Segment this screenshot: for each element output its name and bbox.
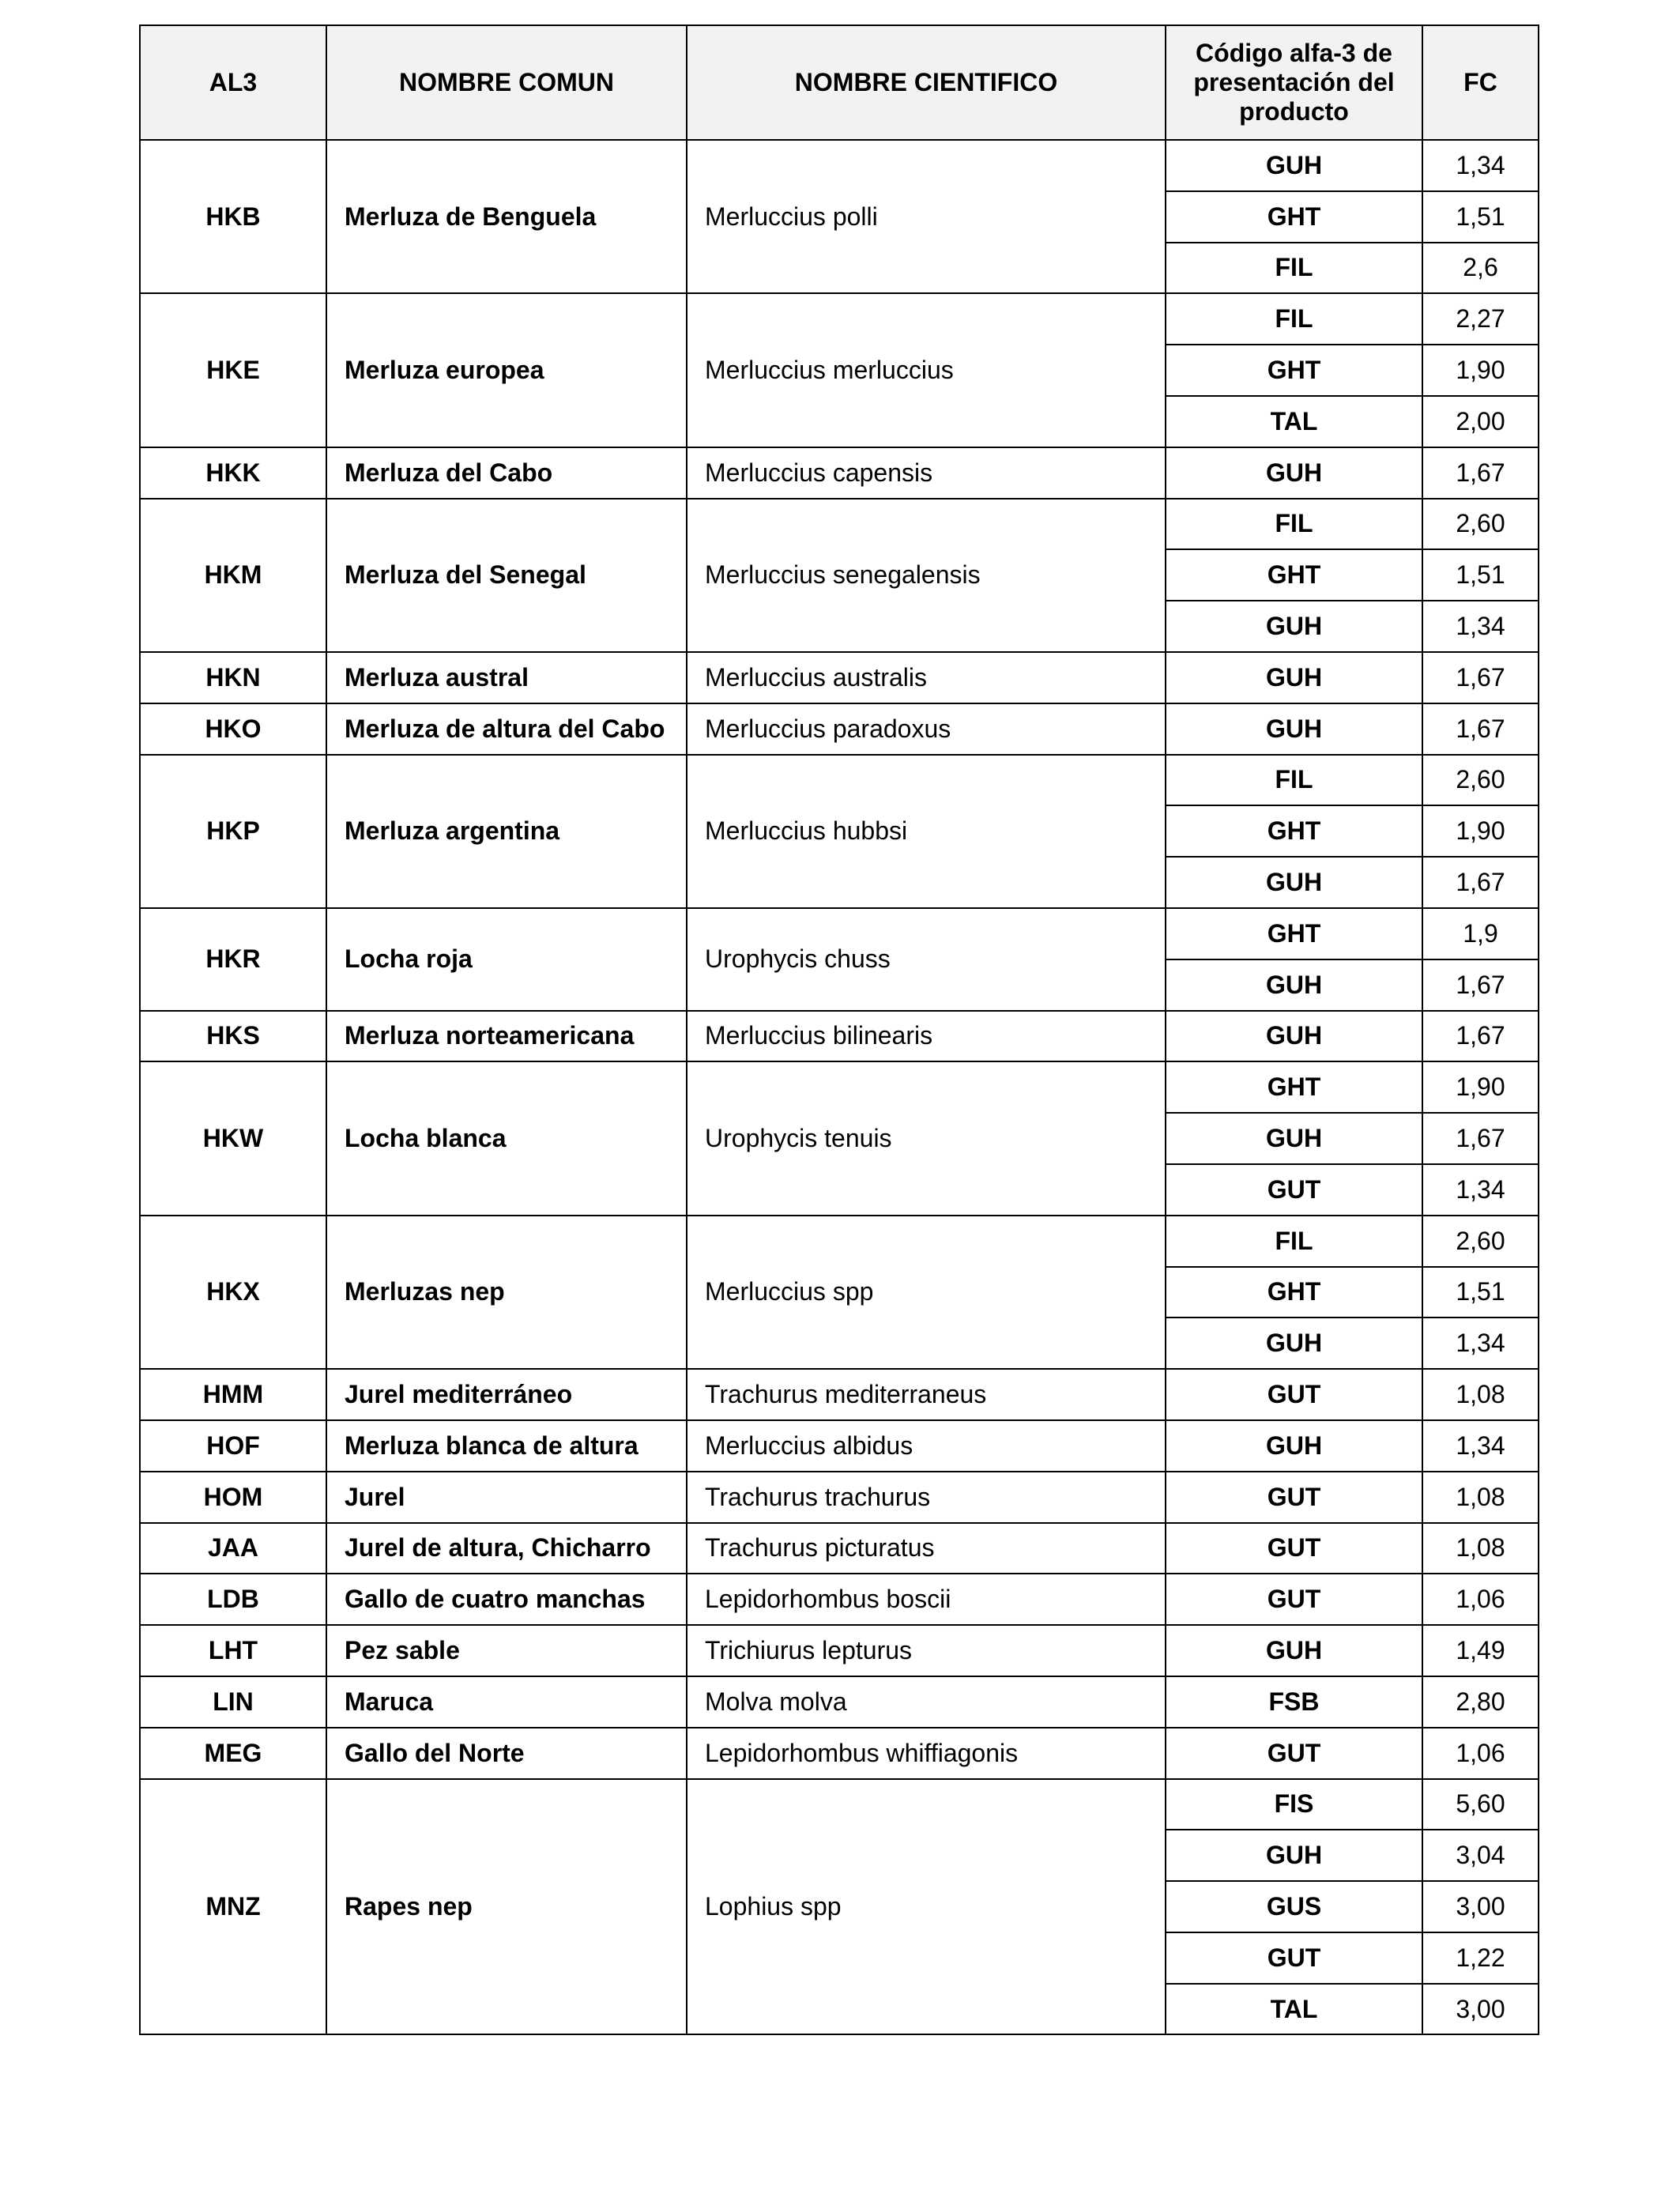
common-name-cell: Locha blanca [326,1061,687,1215]
scientific-name-cell: Lophius spp [687,1779,1166,2035]
fc-cell: 1,34 [1422,1318,1539,1369]
common-name-cell: Pez sable [326,1625,687,1676]
common-name-cell: Merluza blanca de altura [326,1420,687,1472]
presentation-code-cell: FIL [1166,499,1422,550]
presentation-code-cell: FIS [1166,1779,1422,1830]
table-row [140,908,1539,959]
fc-cell: 2,60 [1422,1216,1539,1267]
common-name-cell: Jurel [326,1472,687,1523]
scientific-name-cell: Trachurus mediterraneus [687,1369,1166,1420]
presentation-code-cell: GUT [1166,1574,1422,1625]
common-name-cell: Merluza norteamericana [326,1011,687,1062]
common-name-cell: Merluza de altura del Cabo [326,703,687,755]
al3-cell: MNZ [140,1779,326,2035]
table-row [140,1574,1539,1625]
table-row [140,1061,1539,1113]
presentation-code-cell: GHT [1166,549,1422,601]
table-row [140,1420,1539,1472]
presentation-code-cell: GHT [1166,1061,1422,1113]
scientific-name-cell: Merluccius polli [687,140,1166,293]
table-row [140,1676,1539,1728]
scientific-name-cell: Merluccius bilinearis [687,1011,1166,1062]
al3-cell: LHT [140,1625,326,1676]
presentation-code-cell: GHT [1166,191,1422,243]
fc-cell: 1,90 [1422,1061,1539,1113]
table-row [140,1625,1539,1676]
presentation-code-cell: GUH [1166,1011,1422,1062]
presentation-code-cell: FIL [1166,755,1422,806]
fc-cell: 1,9 [1422,908,1539,959]
fc-cell: 2,80 [1422,1676,1539,1728]
al3-cell: HKS [140,1011,326,1062]
fc-cell: 2,6 [1422,243,1539,294]
presentation-code-cell: TAL [1166,396,1422,447]
presentation-code-cell: GUH [1166,703,1422,755]
presentation-code-cell: GUH [1166,1113,1422,1164]
table-row [140,447,1539,499]
table-row [140,1472,1539,1523]
table-header [140,25,1539,140]
header-scientific-name: NOMBRE CIENTIFICO [687,25,1166,140]
presentation-code-cell: GUH [1166,959,1422,1011]
table-row [140,1216,1539,1267]
scientific-name-cell: Merluccius paradoxus [687,703,1166,755]
common-name-cell: Merluzas nep [326,1216,687,1369]
table-row [140,1369,1539,1420]
scientific-name-cell: Trachurus trachurus [687,1472,1166,1523]
scientific-name-cell: Merluccius hubbsi [687,755,1166,908]
common-name-cell: Jurel mediterráneo [326,1369,687,1420]
al3-cell: HKR [140,908,326,1011]
fc-cell: 1,90 [1422,805,1539,857]
presentation-code-cell: GUS [1166,1881,1422,1932]
fc-cell: 1,51 [1422,549,1539,601]
presentation-code-cell: FIL [1166,243,1422,294]
presentation-code-cell: FIL [1166,293,1422,345]
scientific-name-cell: Urophycis chuss [687,908,1166,1011]
table-row [140,1011,1539,1062]
presentation-code-cell: GUH [1166,652,1422,703]
common-name-cell: Merluza del Senegal [326,499,687,652]
presentation-code-cell: GUT [1166,1472,1422,1523]
presentation-code-cell: GUT [1166,1932,1422,1984]
al3-cell: HKP [140,755,326,908]
al3-cell: HKN [140,652,326,703]
scientific-name-cell: Lepidorhombus whiffiagonis [687,1728,1166,1779]
fc-cell: 1,06 [1422,1574,1539,1625]
fc-cell: 1,34 [1422,1164,1539,1216]
header-row [140,25,1539,140]
fc-cell: 1,49 [1422,1625,1539,1676]
al3-cell: LIN [140,1676,326,1728]
presentation-code-cell: GUT [1166,1728,1422,1779]
fc-cell: 1,06 [1422,1728,1539,1779]
scientific-name-cell: Merluccius albidus [687,1420,1166,1472]
al3-cell: MEG [140,1728,326,1779]
al3-cell: HKE [140,293,326,447]
presentation-code-cell: GUT [1166,1369,1422,1420]
presentation-code-cell: FIL [1166,1216,1422,1267]
fc-cell: 2,00 [1422,396,1539,447]
fc-cell: 1,67 [1422,652,1539,703]
al3-cell: LDB [140,1574,326,1625]
common-name-cell: Maruca [326,1676,687,1728]
fc-cell: 1,34 [1422,601,1539,652]
scientific-name-cell: Urophycis tenuis [687,1061,1166,1215]
common-name-cell: Merluza de Benguela [326,140,687,293]
fc-cell: 1,22 [1422,1932,1539,1984]
fc-cell: 2,60 [1422,755,1539,806]
fc-cell: 1,51 [1422,1267,1539,1318]
fc-cell: 1,67 [1422,959,1539,1011]
scientific-name-cell: Merluccius merluccius [687,293,1166,447]
fc-cell: 1,51 [1422,191,1539,243]
fc-cell: 1,90 [1422,345,1539,396]
al3-cell: JAA [140,1523,326,1574]
presentation-code-cell: GUH [1166,1625,1422,1676]
fc-cell: 1,67 [1422,1113,1539,1164]
table-row [140,1523,1539,1574]
presentation-code-cell: GUH [1166,447,1422,499]
table-body [140,140,1539,2034]
table-row [140,140,1539,191]
fc-cell: 1,34 [1422,140,1539,191]
al3-cell: HKX [140,1216,326,1369]
common-name-cell: Merluza austral [326,652,687,703]
presentation-code-cell: GUT [1166,1164,1422,1216]
presentation-code-cell: GUH [1166,1420,1422,1472]
common-name-cell: Jurel de altura, Chicharro [326,1523,687,1574]
header-al3: AL3 [140,25,326,140]
table-row [140,499,1539,550]
common-name-cell: Rapes nep [326,1779,687,2035]
al3-cell: HKO [140,703,326,755]
table-row [140,652,1539,703]
al3-cell: HKK [140,447,326,499]
fc-cell: 1,08 [1422,1369,1539,1420]
fc-cell: 1,34 [1422,1420,1539,1472]
al3-cell: HKB [140,140,326,293]
header-presentation-code: Código alfa-3 de presentación del producto [1166,25,1422,140]
fc-cell: 1,67 [1422,1011,1539,1062]
scientific-name-cell: Merluccius spp [687,1216,1166,1369]
common-name-cell: Merluza europea [326,293,687,447]
table-row [140,703,1539,755]
fc-cell: 3,00 [1422,1984,1539,2035]
al3-cell: HKM [140,499,326,652]
table-row [140,755,1539,806]
presentation-code-cell: GHT [1166,908,1422,959]
fc-cell: 1,67 [1422,447,1539,499]
fc-cell: 1,67 [1422,857,1539,908]
presentation-code-cell: GUH [1166,857,1422,908]
table-row [140,1779,1539,1830]
scientific-name-cell: Molva molva [687,1676,1166,1728]
fc-cell: 2,27 [1422,293,1539,345]
scientific-name-cell: Trichiurus lepturus [687,1625,1166,1676]
table-row [140,293,1539,345]
presentation-code-cell: GHT [1166,345,1422,396]
species-conversion-table [139,25,1539,2035]
presentation-code-cell: FSB [1166,1676,1422,1728]
presentation-code-cell: GUH [1166,140,1422,191]
header-fc: FC [1422,25,1539,140]
scientific-name-cell: Merluccius capensis [687,447,1166,499]
header-common-name: NOMBRE COMUN [326,25,687,140]
presentation-code-cell: TAL [1166,1984,1422,2035]
common-name-cell: Locha roja [326,908,687,1011]
fc-cell: 1,08 [1422,1472,1539,1523]
presentation-code-cell: GUH [1166,1318,1422,1369]
fc-cell: 3,04 [1422,1830,1539,1881]
al3-cell: HKW [140,1061,326,1215]
table-row [140,1728,1539,1779]
scientific-name-cell: Merluccius australis [687,652,1166,703]
presentation-code-cell: GUH [1166,601,1422,652]
common-name-cell: Merluza del Cabo [326,447,687,499]
fc-cell: 5,60 [1422,1779,1539,1830]
presentation-code-cell: GHT [1166,805,1422,857]
scientific-name-cell: Merluccius senegalensis [687,499,1166,652]
fc-cell: 3,00 [1422,1881,1539,1932]
fc-cell: 1,08 [1422,1523,1539,1574]
fc-cell: 1,67 [1422,703,1539,755]
presentation-code-cell: GUH [1166,1830,1422,1881]
scientific-name-cell: Trachurus picturatus [687,1523,1166,1574]
fc-cell: 2,60 [1422,499,1539,550]
common-name-cell: Merluza argentina [326,755,687,908]
presentation-code-cell: GUT [1166,1523,1422,1574]
common-name-cell: Gallo del Norte [326,1728,687,1779]
al3-cell: HMM [140,1369,326,1420]
al3-cell: HOF [140,1420,326,1472]
presentation-code-cell: GHT [1166,1267,1422,1318]
common-name-cell: Gallo de cuatro manchas [326,1574,687,1625]
scientific-name-cell: Lepidorhombus boscii [687,1574,1166,1625]
al3-cell: HOM [140,1472,326,1523]
